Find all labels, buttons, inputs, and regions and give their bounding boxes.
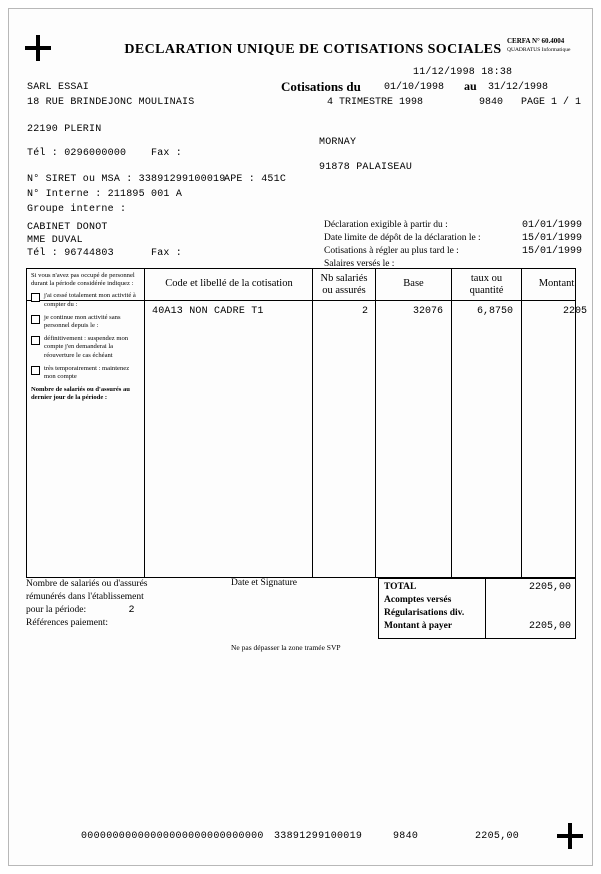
registration-mark-bottom-right	[557, 823, 583, 849]
ocr-siret: 33891299100019	[274, 831, 363, 842]
notice-option-no-staff[interactable]	[31, 314, 141, 330]
period-start-date: 01/10/1998	[384, 82, 445, 93]
notice-intro: Si vous n'avez pas occupé de personnel durant la période considérée indiquez :	[31, 272, 135, 288]
table-divider-libelle	[312, 269, 313, 577]
employer-group-label: Groupe interne :	[27, 204, 127, 215]
no-staff-notice	[31, 272, 141, 403]
employer-address: 18 RUE BRINDEJONC MOULINAIS	[27, 97, 195, 108]
employer-tel-label: Tél :	[27, 148, 59, 159]
employer-siret-value: 33891299100019	[138, 174, 226, 185]
employer-ape	[224, 174, 286, 185]
table-row-taux: 6,8750	[476, 306, 513, 317]
ocr-zeros: 00000000000000000000000000000	[81, 831, 264, 842]
accountant-fax-label: Fax :	[151, 248, 183, 259]
accountant-tel-label: Tél :	[27, 248, 59, 259]
employer-tel	[27, 148, 126, 159]
table-divider-base	[451, 269, 452, 577]
notice-option-temporary[interactable]	[31, 365, 141, 381]
notice-option-label: j'ai cessé totalement mon activité à compter du :	[44, 292, 136, 308]
amount-due-value: 2205,00	[528, 621, 571, 632]
employer-internal-number	[27, 189, 182, 200]
table-row-code: 40A13 NON CADRE T1	[152, 306, 264, 317]
column-header-code: Code et libellé de la cotisation	[165, 278, 293, 289]
checkbox-icon[interactable]	[31, 336, 40, 345]
employer-internal-value: 211895 001 A	[107, 189, 183, 200]
regularisations-label: Régularisations div.	[384, 608, 465, 618]
employee-count-label-2: rémunérés dans l'établissement	[26, 592, 144, 602]
cerfa-publisher: QUADRATUS Informatique	[507, 47, 571, 53]
totals-box	[378, 578, 576, 639]
page-number: PAGE 1 / 1	[521, 97, 582, 108]
employer-city: 22190 PLERIN	[27, 124, 102, 135]
declaration-due-value: 01/01/1999	[522, 220, 583, 231]
table-divider-notice	[144, 269, 145, 577]
period-label: pour la période:	[26, 605, 87, 615]
declaration-due-label: Déclaration exigible à partir du :	[324, 220, 448, 230]
cerfa-reference	[507, 37, 593, 55]
acomptes-label: Acomptes versés	[384, 595, 452, 605]
cotisations-label: Cotisations du	[281, 79, 361, 94]
amount-due-label: Montant à payer	[384, 621, 453, 631]
period-end-date: 31/12/1998	[488, 82, 549, 93]
payment-deadline-label: Cotisations à régler au plus tard le :	[324, 246, 459, 256]
employer-siret-label: N° SIRET ou MSA :	[27, 174, 133, 185]
organisation-code: 9840	[479, 97, 504, 108]
checkbox-icon[interactable]	[31, 366, 40, 375]
accountant-tel-value: 96744803	[64, 248, 114, 259]
recipient-city: 91878 PALAISEAU	[319, 162, 413, 173]
notice-option-ceased[interactable]	[31, 292, 141, 308]
ocr-amount: 2205,00	[475, 831, 520, 842]
signature-label: Date et Signature	[231, 578, 297, 588]
registration-mark-top-left	[25, 35, 51, 61]
employee-count-label-1: Nombre de salariés ou d'assurés	[26, 579, 148, 589]
payment-deadline-value: 15/01/1999	[522, 246, 583, 257]
trimester-label: 4 TRIMESTRE 1998	[327, 97, 424, 108]
print-timestamp: 11/12/1998 18:38	[413, 67, 513, 78]
table-divider-nb	[375, 269, 376, 577]
column-header-taux: taux ou quantité	[469, 273, 504, 296]
table-row-montant: 2205	[562, 306, 587, 317]
table-divider-taux	[521, 269, 522, 577]
ocr-code: 9840	[393, 831, 419, 842]
total-value: 2205,00	[528, 582, 571, 593]
employer-internal-label: N° Interne :	[27, 189, 102, 200]
notice-option-definitive[interactable]	[31, 335, 141, 360]
contributions-table	[26, 268, 587, 578]
employer-siret	[27, 174, 225, 185]
payment-reference	[26, 617, 381, 630]
recipient-name: MORNAY	[319, 137, 357, 148]
totals-divider	[485, 579, 486, 638]
column-header-montant: Montant	[538, 278, 575, 289]
shaded-zone-warning: Ne pas dépasser la zone tramée SVP	[231, 643, 341, 652]
salaries-paid-label: Salaires versés le :	[324, 259, 395, 269]
payment-reference-label: Références paiement:	[26, 618, 109, 628]
employee-count-value: 2	[128, 605, 135, 616]
employer-ape-label: APE :	[224, 174, 256, 185]
page-title: DECLARATION UNIQUE DE COTISATIONS SOCIALES	[124, 42, 502, 57]
total-label: TOTAL	[384, 582, 417, 592]
employee-count-period	[26, 604, 381, 617]
period-au-label: au	[464, 79, 477, 93]
notice-count-label: Nombre de salariés ou d'assurés au dernier jour de la période :	[31, 386, 130, 402]
employer-tel-value: 0296000000	[64, 148, 127, 159]
accountant-contact: MME DUVAL	[27, 235, 83, 246]
cerfa-number: CERFA N° 60.4004	[507, 37, 565, 45]
checkbox-icon[interactable]	[31, 293, 40, 302]
accountant-tel	[27, 248, 114, 259]
employer-fax-label: Fax :	[151, 148, 183, 159]
form-sheet	[8, 8, 593, 866]
declaration-deadline-value: 15/01/1999	[522, 233, 583, 244]
employer-name: SARL ESSAI	[27, 82, 90, 93]
notice-option-label: je continue mon activité sans personnel depuis le :	[44, 313, 121, 330]
table-row-base: 32076	[412, 306, 443, 317]
table-row-nb: 2	[361, 306, 368, 317]
notice-option-label: très temporairement : maintenez mon compte	[44, 364, 130, 381]
employer-ape-value: 451C	[261, 174, 287, 185]
column-header-nb: Nb salariés ou assurés	[320, 273, 368, 296]
notice-option-label: définitivement : suspendez mon compte j'en demanderai la réouverture le cas échéant	[44, 335, 129, 359]
declaration-deadline-label: Date limite de dépôt de la déclaration le :	[324, 233, 481, 243]
employer-fax	[151, 148, 182, 159]
employee-count-block	[26, 578, 381, 630]
accountant-name: CABINET DONOT	[27, 222, 108, 233]
column-header-base: Base	[403, 278, 424, 289]
checkbox-icon[interactable]	[31, 315, 40, 324]
